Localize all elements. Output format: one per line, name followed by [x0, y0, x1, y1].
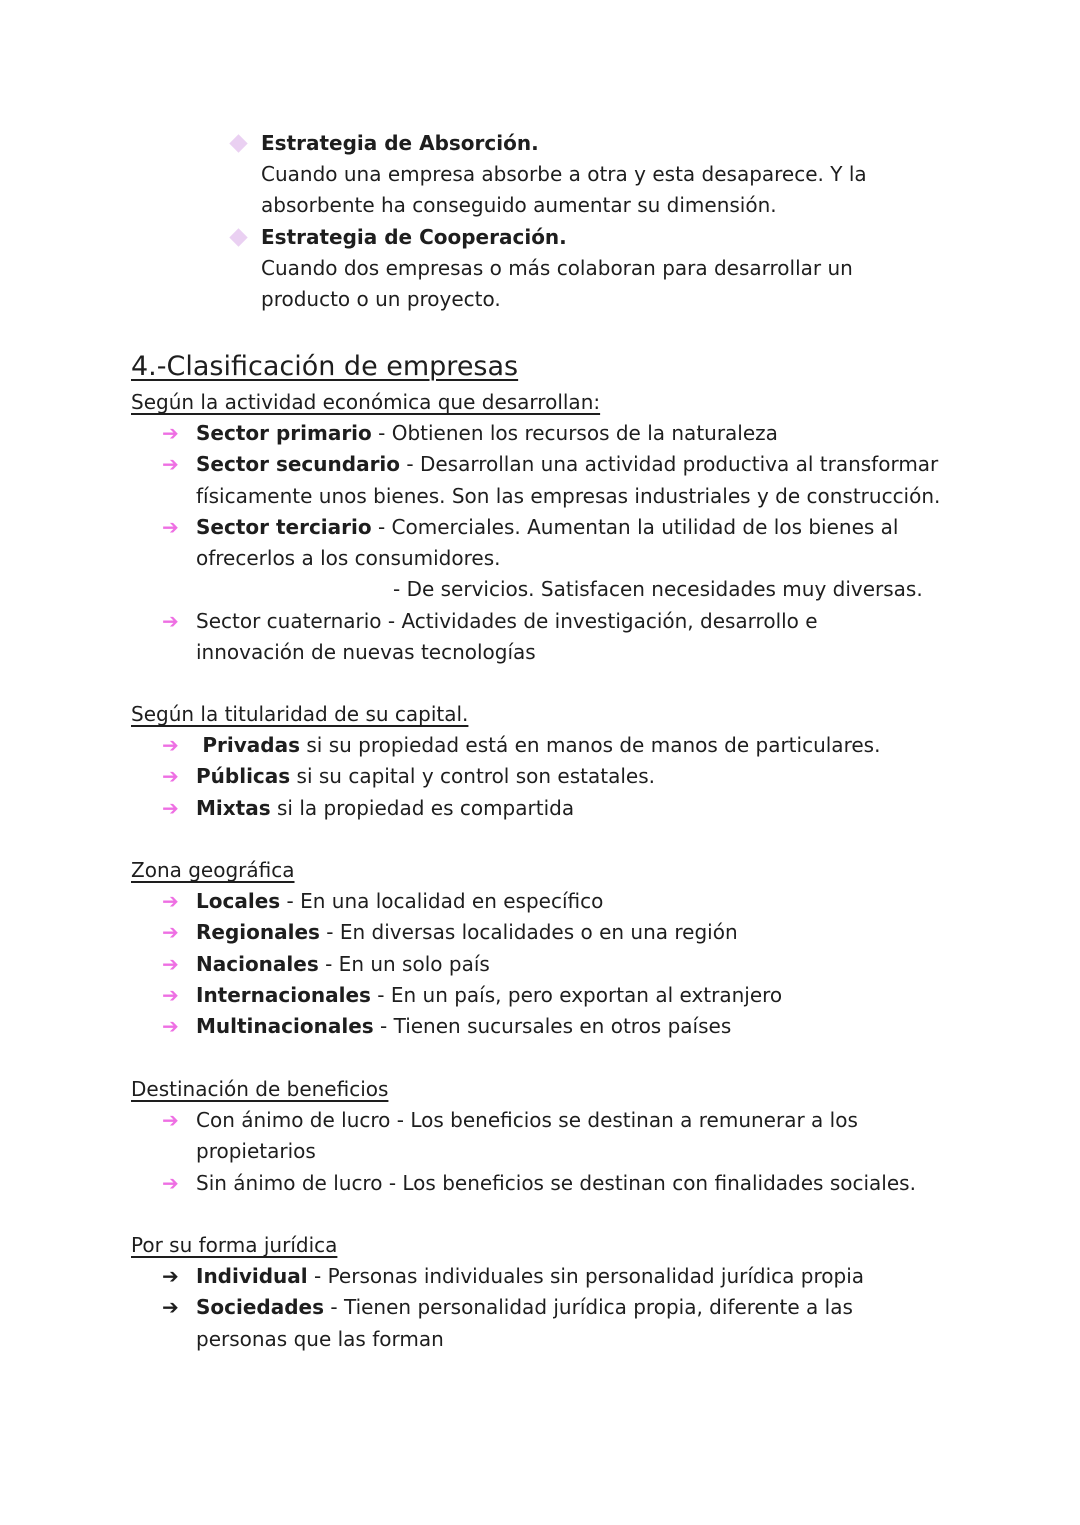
item-term: Multinacionales — [196, 1014, 374, 1039]
item-text: - Obtienen los recursos de la naturaleza — [371, 421, 778, 445]
list-item — [162, 606, 971, 669]
strategy-cooperation — [228, 222, 988, 316]
list-item — [162, 761, 971, 792]
list-item — [162, 917, 971, 948]
item-term: Internacionales — [196, 982, 371, 1007]
arrow-right-icon: ➔ — [162, 1264, 179, 1288]
arrow-right-icon: ➔ — [162, 920, 179, 945]
item-text: - Desarrollan una actividad productiva al transformar — [400, 452, 939, 477]
arrow-right-icon: ➔ — [162, 1014, 179, 1039]
item-text: Con ánimo de lucro - Los beneficios se destinan a remunerar a los — [196, 1108, 858, 1132]
group-heading: Según la actividad económica que desarrollan: — [131, 390, 601, 414]
group-heading: Por su forma jurídica — [131, 1233, 338, 1257]
geography-list — [131, 886, 971, 1042]
list-item — [162, 886, 971, 917]
strategy-absorption — [228, 128, 988, 222]
list-item — [162, 449, 971, 512]
item-text-cont: propietarios — [196, 1139, 316, 1164]
item-text: - En un solo país — [318, 951, 490, 976]
item-term: Mixtas — [196, 795, 271, 820]
strategy-text-line: Cuando dos empresas o más colaboran para desarrollar un — [261, 255, 853, 280]
arrow-right-icon: ➔ — [162, 889, 179, 913]
strategy-title: Estrategia de Cooperación. — [261, 224, 567, 249]
arrow-right-icon: ➔ — [162, 452, 179, 477]
ownership-list — [131, 730, 971, 824]
item-text-cont: físicamente unos bienes. Son las empresas industriales y de construcción. — [196, 483, 941, 508]
list-item — [162, 980, 971, 1011]
item-term: Individual — [196, 1264, 308, 1288]
strategies-list — [228, 128, 988, 315]
item-text: si su capital y control son estatales. — [290, 764, 655, 789]
group-heading: Destinación de beneficios — [131, 1077, 389, 1101]
list-item — [162, 730, 971, 761]
strategy-title: Estrategia de Absorción. — [261, 131, 539, 155]
arrow-right-icon: ➔ — [162, 1170, 179, 1195]
item-text-cont: innovación de nuevas tecnologías — [196, 640, 536, 665]
list-item — [162, 1261, 971, 1292]
list-item — [162, 949, 971, 980]
activity-list — [131, 418, 971, 668]
item-term: Regionales — [196, 920, 320, 945]
item-term: Privadas — [202, 733, 300, 757]
item-term: Sociedades — [196, 1295, 325, 1320]
group-heading: Zona geográfica — [131, 858, 295, 882]
list-item — [162, 512, 971, 606]
diamond-icon — [229, 228, 247, 246]
diamond-icon — [229, 134, 247, 152]
item-text-cont: ofrecerlos a los consumidores. — [196, 546, 501, 571]
arrow-right-icon: ➔ — [162, 795, 179, 820]
profits-list — [131, 1105, 971, 1199]
group-ownership — [131, 699, 971, 824]
arrow-right-icon: ➔ — [162, 421, 179, 445]
list-item — [162, 1292, 971, 1355]
item-text-cont: personas que las forman — [196, 1326, 444, 1351]
group-geography — [131, 855, 971, 1042]
item-text: - En diversas localidades o en una región — [319, 920, 738, 945]
list-item — [162, 1168, 971, 1199]
strategy-text-line: Cuando una empresa absorbe a otra y esta desaparece. Y la — [261, 162, 867, 186]
list-item — [162, 793, 971, 824]
list-item — [162, 1011, 971, 1042]
legal-list — [131, 1261, 971, 1355]
arrow-right-icon: ➔ — [162, 764, 179, 789]
arrow-right-icon: ➔ — [162, 1108, 179, 1132]
strategy-text-line: producto o un proyecto. — [261, 286, 501, 311]
arrow-right-icon: ➔ — [162, 733, 179, 757]
item-text: - En una localidad en específico — [280, 889, 604, 913]
item-term: Públicas — [196, 764, 291, 789]
item-text: Sin ánimo de lucro - Los beneficios se destinan con finalidades sociales. — [196, 1170, 916, 1195]
arrow-right-icon: ➔ — [162, 608, 179, 633]
item-text: - En un país, pero exportan al extranjero — [370, 982, 783, 1007]
group-activity — [131, 387, 971, 668]
arrow-right-icon: ➔ — [162, 982, 179, 1007]
item-term: Sector terciario — [196, 514, 372, 539]
item-term: Locales — [196, 889, 281, 913]
item-text-sub: - De servicios. Satisfacen necesidades muy diversas. — [393, 577, 923, 602]
item-text: Sector cuaternario - Actividades de investigación, desarrollo e — [196, 608, 818, 633]
item-term: Sector secundario — [196, 452, 401, 477]
group-heading: Según la titularidad de su capital. — [131, 702, 469, 726]
group-legal — [131, 1230, 971, 1355]
list-item — [162, 1105, 971, 1168]
arrow-right-icon: ➔ — [162, 951, 179, 976]
item-term: Sector primario — [196, 421, 372, 445]
item-text: - Tienen personalidad jurídica propia, diferente a las — [324, 1295, 853, 1320]
item-text: - Personas individuales sin personalidad jurídica propia — [307, 1264, 865, 1288]
strategy-text-line: absorbente ha conseguido aumentar su dimensión. — [261, 193, 777, 218]
list-item — [162, 418, 971, 449]
item-text: si su propiedad está en manos de manos de particulares. — [300, 733, 881, 757]
item-term: Nacionales — [196, 951, 319, 976]
arrow-right-icon: ➔ — [162, 514, 179, 539]
group-profits — [131, 1074, 971, 1199]
section-title: 4.-Clasificación de empresas — [131, 351, 519, 382]
arrow-right-icon: ➔ — [162, 1295, 179, 1320]
item-text: si la propiedad es compartida — [270, 795, 575, 820]
item-text: - Comerciales. Aumentan la utilidad de los bienes al — [371, 514, 899, 539]
item-text: - Tienen sucursales en otros países — [373, 1014, 732, 1039]
